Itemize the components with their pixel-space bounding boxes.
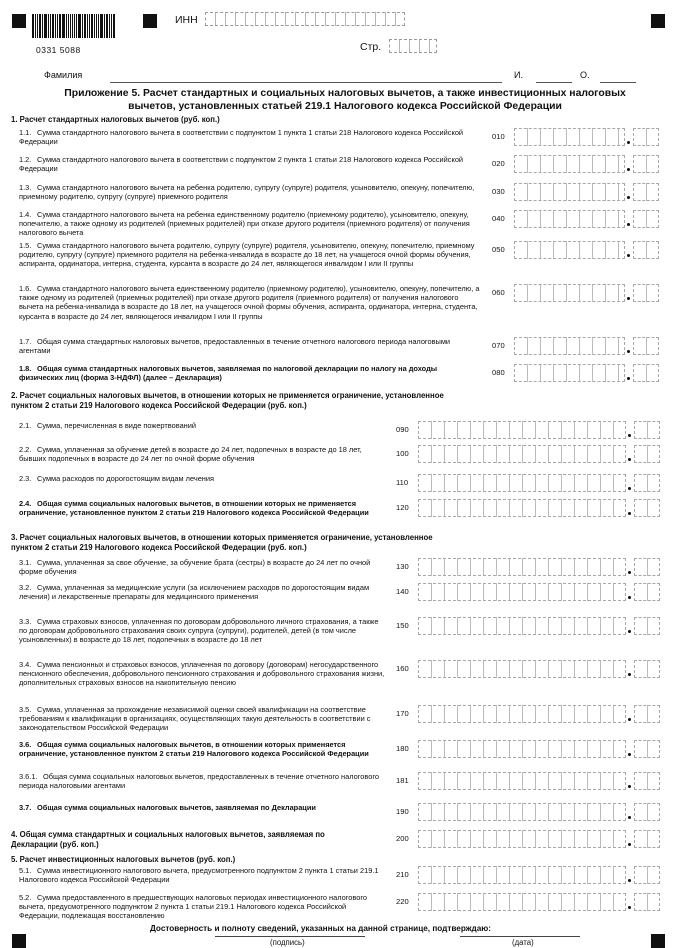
row-label: [19, 803, 385, 812]
corner-marker-bottom-right: [651, 934, 665, 948]
decimal-point: [628, 512, 631, 515]
line-code: 090: [396, 425, 409, 434]
decimal-point: [627, 350, 630, 353]
row-text: Общая сумма социальных налоговых вычетов, заявляемая по Декларации: [37, 803, 316, 812]
decimal-point: [628, 571, 631, 574]
row-text: Сумма стандартного налогового вычета в соответствии с подпунктом 2 пункта 1 статьи 218 Налогового кодекса Российской Федерации: [19, 155, 464, 174]
inn-field[interactable]: [205, 12, 405, 26]
amount-kopecks-field-050[interactable]: [633, 241, 659, 259]
form-title: Приложение 5. Расчет стандартных и социальных налоговых вычетов, а также инвестиционных налоговых вычетов, установленных статьей 219.1 Налогового кодекса Российской Федерации: [64, 88, 626, 112]
amount-rubles-field-160[interactable]: [418, 660, 626, 678]
decimal-point: [628, 843, 631, 846]
row-number: 2.3.: [19, 474, 32, 483]
row-text: Общая сумма социальных налоговых вычетов, в отношении которых применяется ограничение, установленное пунктом 2 статьи 219 Налогового кодекса Российской Федерации: [19, 740, 369, 759]
decimal-point: [628, 487, 631, 490]
amount-rubles-field-210[interactable]: [418, 866, 626, 884]
amount-kopecks-field-170[interactable]: [634, 705, 660, 723]
row-number: 3.2.: [19, 583, 32, 592]
amount-kopecks-field-030[interactable]: [633, 183, 659, 201]
decimal-point: [627, 254, 630, 257]
row-text: Сумма стандартного налогового вычета на ребенка единственному родителю (приемному родителю), усыновителю, опекуну, попечителю, а также одному из родителей (приемных родителей) при отказе другого родителя (приемного родителя) от получения налогового вычета: [19, 210, 470, 238]
line-code: 200: [396, 834, 409, 843]
date-field[interactable]: [460, 935, 580, 937]
row-label: [19, 740, 385, 758]
line-code: 180: [396, 744, 409, 753]
row-number: 5.2.: [19, 893, 32, 902]
amount-kopecks-field-060[interactable]: [633, 284, 659, 302]
amount-rubles-field-020[interactable]: [514, 155, 625, 173]
amount-kopecks-field-150[interactable]: [634, 617, 660, 635]
row-number: 1.8.: [19, 364, 32, 373]
amount-rubles-field-180[interactable]: [418, 740, 626, 758]
line-code: 220: [396, 897, 409, 906]
amount-rubles-field-060[interactable]: [514, 284, 625, 302]
line-code: 060: [492, 288, 505, 297]
row-number: 2.4.: [19, 499, 32, 508]
amount-rubles-field-140[interactable]: [418, 583, 626, 601]
decimal-point: [627, 297, 630, 300]
row-number: 1.7.: [19, 337, 32, 346]
amount-kopecks-field-100[interactable]: [634, 445, 660, 463]
signature-label: (подпись): [270, 938, 305, 947]
amount-rubles-field-100[interactable]: [418, 445, 626, 463]
row-label: [19, 364, 481, 382]
confirmation-text: Достоверность и полноту сведений, указанных на данной странице, подтверждаю:: [150, 924, 492, 933]
row-number: 2.2.: [19, 445, 32, 454]
amount-rubles-field-050[interactable]: [514, 241, 625, 259]
decimal-point: [628, 434, 631, 437]
row-label: [19, 284, 481, 321]
row-text: Сумма стандартного налогового вычета на ребенка родителю, супругу (супруге) родителя, усыновителю, опекуну, попечителю, приемному родителю, супругу (супруге) приемного родителя: [19, 183, 475, 202]
row-text: Общая сумма стандартных налоговых вычетов, предоставленных в течение отчетного налогового периода налоговыми агентами: [19, 337, 451, 356]
initial-name-label: И.: [514, 70, 523, 80]
row-label: [19, 893, 385, 921]
row-number: 3.6.1.: [19, 772, 38, 781]
decimal-point: [627, 377, 630, 380]
section-5-header: 5. Расчет инвестиционных налоговых вычетов (руб. коп.): [11, 855, 236, 864]
row-number: 1.5.: [19, 241, 32, 250]
amount-rubles-field-181[interactable]: [418, 772, 626, 790]
row-number: 2.1.: [19, 421, 32, 430]
row-number: 3.5.: [19, 705, 32, 714]
amount-rubles-field-070[interactable]: [514, 337, 625, 355]
row-number: 1.2.: [19, 155, 32, 164]
decimal-point: [628, 718, 631, 721]
decimal-point: [628, 753, 631, 756]
row-number: 1.1.: [19, 128, 32, 137]
line-code: 040: [492, 214, 505, 223]
row-label: [19, 660, 385, 688]
amount-rubles-field-010[interactable]: [514, 128, 625, 146]
row-number: 1.3.: [19, 183, 32, 192]
row-label: [19, 558, 385, 576]
decimal-point: [627, 196, 630, 199]
corner-marker-bottom-left: [12, 934, 26, 948]
row-label: [19, 210, 481, 238]
row-label: [19, 155, 481, 173]
decimal-point: [627, 141, 630, 144]
row-label: [19, 499, 385, 517]
row-number: 3.7.: [19, 803, 32, 812]
row-label: [19, 445, 385, 463]
row-number: 1.6.: [19, 284, 32, 293]
amount-rubles-field-120[interactable]: [418, 499, 626, 517]
amount-kopecks-field-080[interactable]: [633, 364, 659, 382]
row-label: [19, 183, 481, 201]
amount-kopecks-field-160[interactable]: [634, 660, 660, 678]
corner-marker-top-mid: [143, 14, 157, 28]
line-code: 100: [396, 449, 409, 458]
section-1-header: 1. Расчет стандартных налоговых вычетов (руб. коп.): [11, 115, 220, 124]
amount-rubles-field-150[interactable]: [418, 617, 626, 635]
page-label: Стр.: [360, 41, 382, 53]
section-3-header: 3. Расчет социальных налоговых вычетов, в отношении которых применяется ограничение, установленное пунктом 2 статьи 219 Налогового кодекса Российской Федерации (руб. коп.): [11, 533, 433, 552]
amount-rubles-field-200[interactable]: [418, 830, 626, 848]
row-label: [19, 617, 385, 645]
amount-kopecks-field-110[interactable]: [634, 474, 660, 492]
row-text: Сумма стандартного налогового вычета единственному родителю (приемному родителю), усыновителю, опекуну, попечителю, а также одному из родителей (приемных родителей) при отказе другого родителя (приемного родителя) от получения налогового вычета на ребенка-инвалида в возрасте до 18 лет, на учащегося очной формы обучения, аспиранта, ординатора, интерна, студента, курсанта в возрасте до 24 лет, являющегося инвалидом I или II группы: [19, 284, 480, 321]
initial-name-field[interactable]: [536, 81, 572, 83]
amount-rubles-field-190[interactable]: [418, 803, 626, 821]
line-code: 160: [396, 664, 409, 673]
line-code: 150: [396, 621, 409, 630]
decimal-point: [628, 785, 631, 788]
row-text: Сумма стандартного налогового вычета родителю, супругу (супруге) родителя, усыновителю, опекуну, попечителю, приемному родителю, супругу (супруге) приемного родителя на ребенка-инвалида в возрасте до 18 лет, на учащегося очной формы обучения, аспиранта, ординатора, интерна, студента, курсанта в возрасте до 24 лет, являющегося инвалидом I или II группы: [19, 241, 475, 269]
row-number: 1.4.: [19, 210, 32, 219]
row-text: Сумма инвестиционного налогового вычета, предусмотренного подпунктом 2 пункта 1 статьи 219.1 Налогового кодекса Российской Федерации: [19, 866, 379, 885]
row-text: Сумма, уплаченная за прохождение независимой оценки своей квалификации на соответствие требованиям к квалификации в организациях, осуществляющих такую деятельность в соответствии с законодательством Российской Федерации: [19, 705, 371, 733]
corner-marker-top-right: [651, 14, 665, 28]
amount-kopecks-field-220[interactable]: [634, 893, 660, 911]
amount-kopecks-field-010[interactable]: [633, 128, 659, 146]
amount-rubles-field-040[interactable]: [514, 210, 625, 228]
line-code: 050: [492, 245, 505, 254]
decimal-point: [628, 879, 631, 882]
row-text: Сумма стандартного налогового вычета в соответствии с подпунктом 1 пункта 1 статьи 218 Налогового кодекса Российской Федерации: [19, 128, 464, 147]
line-code: 170: [396, 709, 409, 718]
row-text: Сумма пенсионных и страховых взносов, уплаченная по договору (договорам) негосударственного пенсионного обеспечения, добровольного пенсионного страхования и добровольного страхования жизни, дополнительных страховых взносов на накопительную пенсию: [19, 660, 385, 688]
row-label: [19, 772, 385, 790]
date-label: (дата): [512, 938, 534, 947]
initial-patronymic-label: О.: [580, 70, 590, 80]
signature-field[interactable]: [215, 935, 365, 937]
row-text: Сумма предоставленного в предшествующих налоговых периодах инвестиционного налогового вычета, предусмотренного подпунктом 2 пункта 1 статьи 219.1 Налогового кодекса Российской Федерации, подлежащая восстановлению: [19, 893, 367, 921]
amount-kopecks-field-210[interactable]: [634, 866, 660, 884]
amount-kopecks-field-140[interactable]: [634, 583, 660, 601]
row-text: Сумма, уплаченная за обучение детей в возрасте до 24 лет, подопечных в возрасте до 18 лет, бывших подопечных в возрасте до 24 лет по очной форме обучения: [19, 445, 362, 464]
row-text: Сумма, уплаченная за медицинские услуги (за исключением расходов по дорогостоящим видам лечения) и лекарственные препараты для медицинского применения: [19, 583, 370, 602]
line-code: 070: [492, 341, 505, 350]
amount-kopecks-field-190[interactable]: [634, 803, 660, 821]
row-text: Сумма, уплаченная за свое обучение, за обучение брата (сестры) в возрасте до 24 лет по очной форме обучения: [19, 558, 371, 577]
amount-rubles-field-220[interactable]: [418, 893, 626, 911]
amount-kopecks-field-090[interactable]: [634, 421, 660, 439]
row-label: [19, 128, 481, 146]
row-number: 3.6.: [19, 740, 32, 749]
row-label: [19, 866, 385, 884]
row-label: [19, 583, 385, 601]
line-code: 181: [396, 776, 409, 785]
row-number: 3.4.: [19, 660, 32, 669]
row-text: Сумма расходов по дорогостоящим видам лечения: [37, 474, 215, 483]
line-code: 020: [492, 159, 505, 168]
row-label: [19, 421, 385, 430]
amount-rubles-field-170[interactable]: [418, 705, 626, 723]
decimal-point: [628, 630, 631, 633]
line-code: 130: [396, 562, 409, 571]
line-code: 210: [396, 870, 409, 879]
surname-label: Фамилия: [44, 70, 83, 80]
line-code: 010: [492, 132, 505, 141]
amount-rubles-field-090[interactable]: [418, 421, 626, 439]
line-code: 120: [396, 503, 409, 512]
line-code: 030: [492, 187, 505, 196]
amount-kopecks-field-120[interactable]: [634, 499, 660, 517]
page-number-field[interactable]: [389, 39, 437, 53]
line-code: 110: [396, 478, 409, 487]
section-2-header: 2. Расчет социальных налоговых вычетов, в отношении которых не применяется ограничение, установленное пунктом 2 статьи 219 Налогового кодекса Российской Федерации (руб. коп.): [11, 391, 444, 410]
amount-kopecks-field-181[interactable]: [634, 772, 660, 790]
amount-kopecks-field-130[interactable]: [634, 558, 660, 576]
line-code: 140: [396, 587, 409, 596]
barcode-number: 0331 5088: [36, 45, 81, 55]
section-4-header: 4. Общая сумма стандартных и социальных налоговых вычетов, заявляемая по Декларации (руб. коп.): [11, 830, 325, 849]
inn-label: ИНН: [175, 14, 198, 26]
amount-kopecks-field-180[interactable]: [634, 740, 660, 758]
row-number: 3.3.: [19, 617, 32, 626]
row-text: Сумма, перечисленная в виде пожертвований: [37, 421, 197, 430]
row-label: [19, 241, 481, 269]
decimal-point: [628, 458, 631, 461]
amount-kopecks-field-020[interactable]: [633, 155, 659, 173]
corner-marker-top-left: [12, 14, 26, 28]
line-code: 190: [396, 807, 409, 816]
row-number: 5.1.: [19, 866, 32, 875]
amount-kopecks-field-040[interactable]: [633, 210, 659, 228]
row-text: Общая сумма социальных налоговых вычетов, в отношении которых не применяется ограничение, установленное пунктом 2 статьи 219 Налогового кодекса Российской Федерации: [19, 499, 369, 518]
amount-rubles-field-110[interactable]: [418, 474, 626, 492]
initial-patronymic-field[interactable]: [600, 81, 636, 83]
decimal-point: [628, 596, 631, 599]
amount-rubles-field-080[interactable]: [514, 364, 625, 382]
barcode: [32, 14, 116, 38]
row-number: 3.1.: [19, 558, 32, 567]
decimal-point: [627, 168, 630, 171]
row-label: [19, 337, 481, 355]
decimal-point: [627, 223, 630, 226]
row-label: [19, 474, 385, 483]
amount-kopecks-field-200[interactable]: [634, 830, 660, 848]
row-label: [19, 705, 385, 733]
row-text: Сумма страховых взносов, уплаченная по договорам добровольного личного страхования, а также по договорам добровольного страхования своих супруга (супруги), родителей, детей (в том числе усыновленных) в возрасте до 18 лет, подопечных в возрасте до 18 лет: [19, 617, 379, 645]
decimal-point: [628, 673, 631, 676]
amount-rubles-field-130[interactable]: [418, 558, 626, 576]
line-code: 080: [492, 368, 505, 377]
row-text: Общая сумма социальных налоговых вычетов, предоставленных в течение отчетного налогового периода налоговыми агентами: [19, 772, 379, 791]
amount-kopecks-field-070[interactable]: [633, 337, 659, 355]
amount-rubles-field-030[interactable]: [514, 183, 625, 201]
decimal-point: [628, 816, 631, 819]
surname-field[interactable]: [110, 81, 502, 83]
row-text: Общая сумма стандартных налоговых вычетов, заявляемая по налоговой декларации по налогу на доходы физических лиц (форма 3-НДФЛ) (далее – Декларация): [19, 364, 438, 383]
decimal-point: [628, 906, 631, 909]
